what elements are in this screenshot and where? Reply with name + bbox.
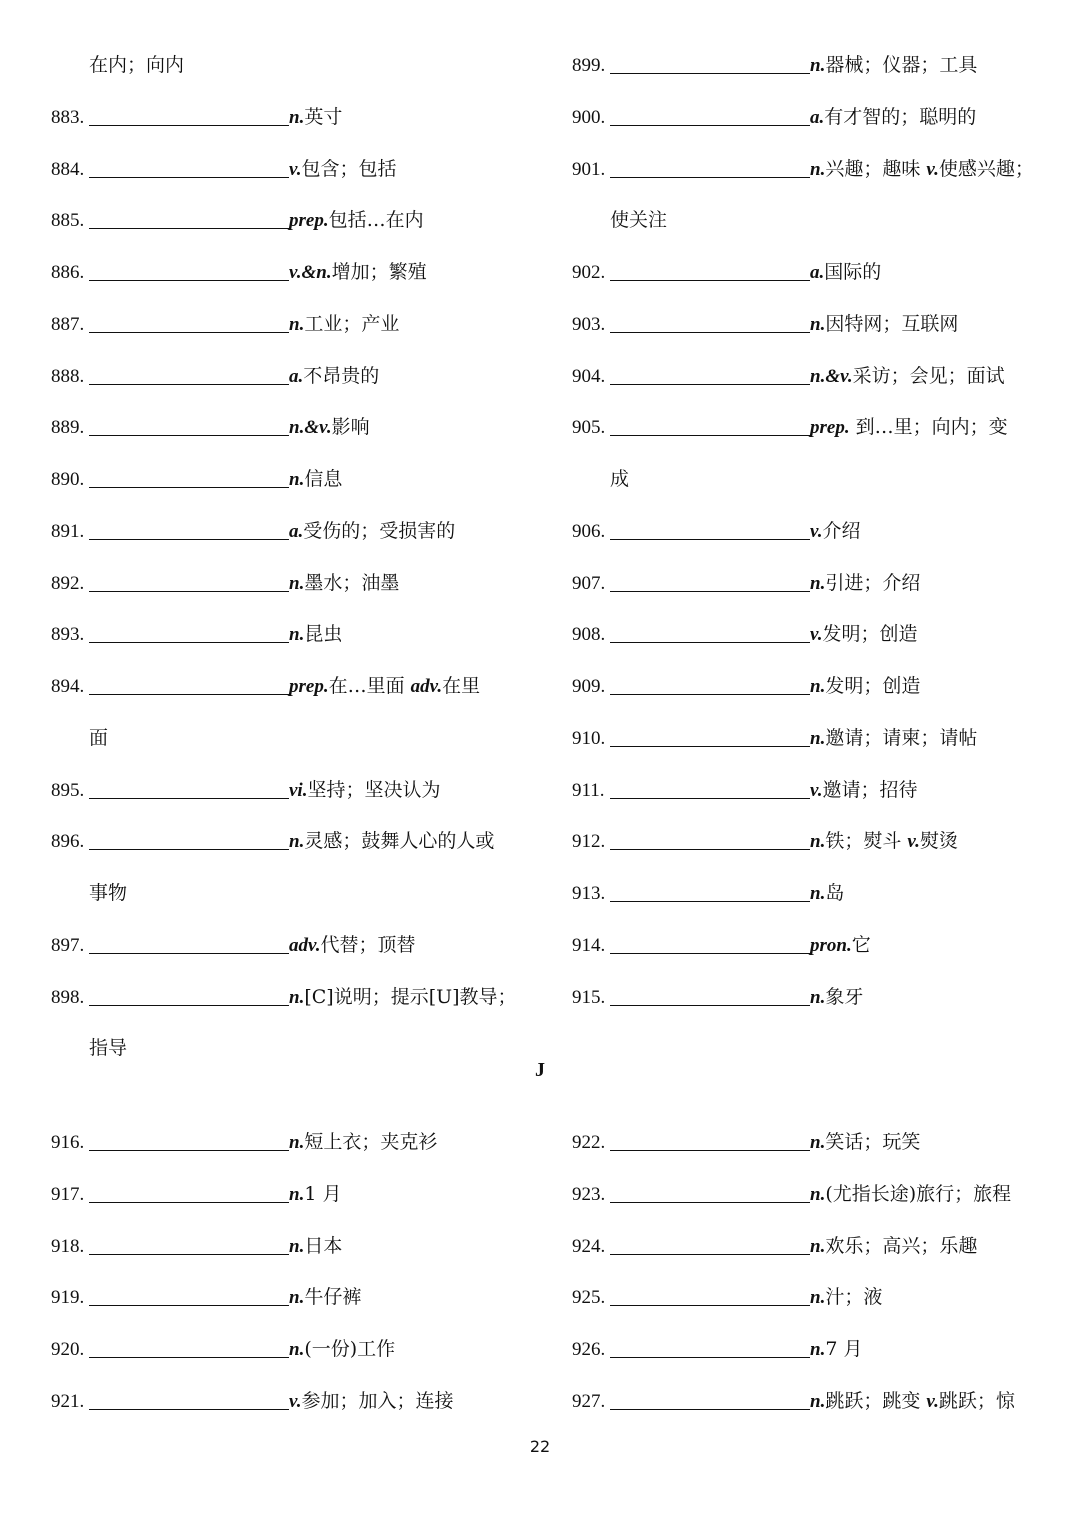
entry-number: 915. xyxy=(572,986,606,1008)
part-of-speech: v.&n. xyxy=(289,262,332,283)
answer-blank[interactable] xyxy=(89,1337,289,1358)
part-of-speech: prep. xyxy=(289,210,329,232)
part-of-speech: n. xyxy=(289,1339,305,1360)
entry-number: 885. xyxy=(51,210,85,232)
entry-number: 922. xyxy=(572,1132,606,1153)
vocab-entry xyxy=(572,309,958,339)
vocab-entry xyxy=(572,154,1034,184)
meaning-text: 参加；加入；连接 xyxy=(301,1389,454,1412)
answer-blank[interactable] xyxy=(89,260,289,281)
entry-number: 891. xyxy=(51,520,85,542)
entry-number: 894. xyxy=(51,676,85,697)
entry-number: 886. xyxy=(51,262,85,283)
meaning-text: [C]说明；提示[U]教导； xyxy=(304,985,517,1008)
meaning-text: 汁；液 xyxy=(825,1286,883,1309)
entry-number: 903. xyxy=(572,313,606,335)
part-of-speech: v. xyxy=(289,158,302,180)
vocab-entry xyxy=(572,619,918,649)
answer-blank[interactable] xyxy=(610,726,810,747)
entry-number: 909. xyxy=(572,676,606,697)
meaning-text: 熨烫 xyxy=(919,830,958,853)
answer-blank[interactable] xyxy=(610,260,810,281)
meaning-text: 有才智的；聪明的 xyxy=(824,105,977,128)
answer-blank[interactable] xyxy=(89,778,289,799)
entry-number: 910. xyxy=(572,727,606,749)
section-letter: J xyxy=(535,1059,545,1081)
answer-blank[interactable] xyxy=(610,674,810,695)
answer-blank[interactable] xyxy=(89,105,289,126)
entry-number: 927. xyxy=(572,1390,606,1412)
entry-number: 898. xyxy=(51,986,85,1008)
vocab-entry xyxy=(572,102,976,132)
entry-number: 913. xyxy=(572,883,606,904)
meaning-text: 跳跃；跳变 xyxy=(825,1389,927,1412)
answer-blank[interactable] xyxy=(89,1182,289,1203)
vocab-entry xyxy=(51,982,517,1012)
entry-number: 914. xyxy=(572,934,606,956)
vocab-entry xyxy=(572,982,863,1012)
part-of-speech: n. xyxy=(289,572,305,594)
part-of-speech: v. xyxy=(810,520,823,542)
answer-blank[interactable] xyxy=(610,881,810,902)
vocab-entry xyxy=(51,826,494,856)
entry-number: 889. xyxy=(51,417,85,439)
part-of-speech: adv. xyxy=(410,676,443,697)
meaning-text: 信息 xyxy=(304,468,343,490)
entry-number: 925. xyxy=(572,1287,606,1309)
vocab-entry xyxy=(572,1127,920,1157)
vocab-entry xyxy=(51,775,440,805)
entry-number: 888. xyxy=(51,365,85,387)
meaning-text: 象牙 xyxy=(825,985,864,1008)
entry-number: 902. xyxy=(572,262,606,283)
answer-blank[interactable] xyxy=(89,157,289,178)
meaning-continuation: 面 xyxy=(89,726,109,749)
part-of-speech: vi. xyxy=(289,779,308,801)
answer-blank[interactable] xyxy=(89,1285,289,1306)
answer-blank[interactable] xyxy=(89,1389,289,1410)
answer-blank[interactable] xyxy=(89,312,289,333)
part-of-speech: prep. xyxy=(810,417,850,439)
entry-number: 887. xyxy=(51,313,85,335)
part-of-speech: v. xyxy=(926,158,939,180)
vocab-entry xyxy=(51,102,342,132)
part-of-speech: n. xyxy=(289,313,305,335)
meaning-text: 影响 xyxy=(331,416,370,439)
entry-number: 917. xyxy=(51,1183,85,1205)
answer-blank[interactable] xyxy=(89,1130,289,1151)
vocab-entry xyxy=(51,930,416,960)
vocab-entry xyxy=(572,930,871,960)
answer-blank[interactable] xyxy=(610,364,810,385)
entry-number: 901. xyxy=(572,158,606,180)
meaning-text: (一份)工作 xyxy=(304,1338,396,1360)
meaning-text: 欢乐；高兴；乐趣 xyxy=(825,1234,978,1257)
vocab-entry xyxy=(51,568,399,598)
entry-number: 919. xyxy=(51,1287,85,1309)
meaning-text: 牛仔裤 xyxy=(304,1286,362,1309)
vocab-entry xyxy=(51,1386,454,1416)
vocab-entry xyxy=(51,464,342,494)
part-of-speech: v. xyxy=(810,779,823,801)
entry-number: 900. xyxy=(572,106,606,128)
vocab-entry xyxy=(51,257,427,287)
meaning-text: 采访；会见；面试 xyxy=(852,364,1005,387)
part-of-speech: n. xyxy=(810,572,826,594)
meaning-text: 包括…在内 xyxy=(328,209,424,232)
vocab-entry xyxy=(51,1282,361,1312)
part-of-speech: v. xyxy=(810,624,823,646)
meaning-text: 代替；顶替 xyxy=(320,933,416,956)
part-of-speech: v. xyxy=(289,1390,302,1412)
meaning-continuation: 事物 xyxy=(89,882,128,904)
meaning-text: 7 月 xyxy=(825,1338,863,1360)
part-of-speech: n.&v. xyxy=(289,417,332,439)
meaning-text: 昆虫 xyxy=(304,623,343,646)
entry-number: 926. xyxy=(572,1339,606,1360)
entry-number: 905. xyxy=(572,417,606,439)
part-of-speech: n. xyxy=(289,1235,305,1257)
answer-blank[interactable] xyxy=(610,1130,810,1151)
vocab-entry xyxy=(572,50,977,80)
meaning-text: 在里 xyxy=(442,675,481,697)
meaning-text: 包含；包括 xyxy=(301,157,397,180)
vocab-entry xyxy=(572,723,977,753)
vocab-entry xyxy=(51,1179,341,1209)
meaning-text: 受伤的；受损害的 xyxy=(303,519,456,542)
entry-number: 897. xyxy=(51,934,85,956)
answer-blank[interactable] xyxy=(610,53,810,74)
meaning-text: (尤指长途)旅行；旅程 xyxy=(825,1182,1012,1205)
part-of-speech: n. xyxy=(810,1183,826,1205)
part-of-speech: n. xyxy=(810,676,826,697)
entry-number: 890. xyxy=(51,469,85,490)
entry-number: 883. xyxy=(51,106,85,128)
entry-number: 896. xyxy=(51,831,85,853)
answer-blank[interactable] xyxy=(89,571,289,592)
meaning-continuation: 指导 xyxy=(89,1037,128,1060)
meaning-text: 邀请；招待 xyxy=(822,778,918,801)
vocab-entry xyxy=(51,1127,437,1157)
answer-blank[interactable] xyxy=(89,364,289,385)
vocab-entry xyxy=(51,361,379,391)
answer-blank[interactable] xyxy=(610,1285,810,1306)
vocab-entry xyxy=(572,1231,977,1261)
meaning-text: 兴趣；趣味 xyxy=(825,157,927,180)
entry-number: 904. xyxy=(572,365,606,387)
entry-number: 918. xyxy=(51,1235,85,1257)
vocab-entry xyxy=(572,516,861,546)
vocab-entry xyxy=(572,412,1008,442)
meaning-text: 发明；创造 xyxy=(825,675,921,697)
answer-blank[interactable] xyxy=(89,674,289,695)
meaning-text: 1 月 xyxy=(304,1182,342,1205)
part-of-speech: n. xyxy=(810,883,826,904)
meaning-text: 短上衣；夹克衫 xyxy=(304,1131,438,1153)
part-of-speech: n. xyxy=(810,313,826,335)
answer-blank[interactable] xyxy=(89,208,289,229)
answer-blank[interactable] xyxy=(610,1234,810,1255)
meaning-text: 介绍 xyxy=(822,519,861,542)
part-of-speech: n. xyxy=(810,727,826,749)
part-of-speech: n. xyxy=(810,1339,826,1360)
answer-blank[interactable] xyxy=(610,312,810,333)
part-of-speech: a. xyxy=(810,262,825,283)
vocab-entry xyxy=(572,671,920,701)
meaning-continuation: 使关注 xyxy=(610,209,668,232)
answer-blank[interactable] xyxy=(610,519,810,540)
entry-number: 908. xyxy=(572,624,606,646)
answer-blank[interactable] xyxy=(610,1389,810,1410)
meaning-text: 引进；介绍 xyxy=(825,571,921,594)
entry-number: 912. xyxy=(572,831,606,853)
meaning-text: 笑话；玩笑 xyxy=(825,1131,921,1153)
answer-blank[interactable] xyxy=(89,985,289,1006)
entry-number: 892. xyxy=(51,572,85,594)
meaning-text: 在…里面 xyxy=(328,675,411,697)
entry-number: 884. xyxy=(51,158,85,180)
page-number: 22 xyxy=(529,1437,551,1456)
entry-number: 920. xyxy=(51,1339,85,1360)
answer-blank[interactable] xyxy=(610,415,810,436)
part-of-speech: n. xyxy=(810,1390,826,1412)
answer-blank[interactable] xyxy=(89,467,289,488)
vocab-entry xyxy=(572,1179,1011,1209)
meaning-text: 到…里；向内；变 xyxy=(849,416,1008,439)
meaning-text: 不昂贵的 xyxy=(303,364,380,387)
answer-blank[interactable] xyxy=(610,985,810,1006)
part-of-speech: v. xyxy=(926,1390,939,1412)
meaning-text: 英寸 xyxy=(304,105,343,128)
answer-blank[interactable] xyxy=(89,415,289,436)
part-of-speech: n. xyxy=(289,1183,305,1205)
part-of-speech: n. xyxy=(810,1132,826,1153)
meaning-text: 岛 xyxy=(825,882,845,904)
part-of-speech: n. xyxy=(289,986,305,1008)
vocab-entry xyxy=(51,154,397,184)
vocab-entry xyxy=(51,1334,395,1364)
vocab-entry xyxy=(51,309,399,339)
vocab-entry xyxy=(572,775,918,805)
part-of-speech: n. xyxy=(810,55,826,76)
vocab-entry xyxy=(51,412,370,442)
part-of-speech: n. xyxy=(289,624,305,646)
vocab-entry xyxy=(572,826,958,856)
meaning-continuation: 在内；向内 xyxy=(89,54,185,76)
part-of-speech: v. xyxy=(907,831,920,853)
vocab-entry xyxy=(51,619,342,649)
part-of-speech: n.&v. xyxy=(810,365,853,387)
entry-number: 921. xyxy=(51,1390,85,1412)
entry-number: 911. xyxy=(572,779,605,801)
part-of-speech: n. xyxy=(810,986,826,1008)
vocab-entry xyxy=(51,1231,342,1261)
answer-blank[interactable] xyxy=(610,778,810,799)
meaning-text: 墨水；油墨 xyxy=(304,571,400,594)
meaning-text: 跳跃；惊 xyxy=(938,1389,1015,1412)
vocab-entry xyxy=(51,516,455,546)
answer-blank[interactable] xyxy=(610,105,810,126)
entry-number: 899. xyxy=(572,55,606,76)
part-of-speech: n. xyxy=(810,1287,826,1309)
meaning-continuation: 成 xyxy=(610,468,630,490)
entry-number: 906. xyxy=(572,520,606,542)
entry-number: 923. xyxy=(572,1183,606,1205)
part-of-speech: a. xyxy=(289,365,304,387)
part-of-speech: a. xyxy=(289,520,304,542)
vocab-entry xyxy=(572,568,920,598)
entry-number: 895. xyxy=(51,779,85,801)
vocab-entry xyxy=(572,361,1005,391)
part-of-speech: n. xyxy=(289,106,305,128)
meaning-text: 使感兴趣； xyxy=(938,157,1034,180)
entry-number: 907. xyxy=(572,572,606,594)
part-of-speech: n. xyxy=(289,831,305,853)
vocab-entry xyxy=(51,205,424,235)
answer-blank[interactable] xyxy=(610,829,810,850)
meaning-text: 灵感；鼓舞人心的人或 xyxy=(304,830,495,853)
part-of-speech: n. xyxy=(810,158,826,180)
meaning-text: 邀请；请柬；请帖 xyxy=(825,726,978,749)
meaning-text: 它 xyxy=(851,933,871,956)
answer-blank[interactable] xyxy=(610,571,810,592)
vocab-entry xyxy=(572,1386,1015,1416)
part-of-speech: n. xyxy=(810,831,826,853)
meaning-text: 发明；创造 xyxy=(822,623,918,646)
entry-number: 924. xyxy=(572,1235,606,1257)
part-of-speech: n. xyxy=(289,1132,305,1153)
vocab-entry xyxy=(572,1282,882,1312)
answer-blank[interactable] xyxy=(89,622,289,643)
part-of-speech: n. xyxy=(810,1235,826,1257)
vocab-entry xyxy=(51,671,480,701)
vocab-entry xyxy=(572,257,881,287)
vocab-entry xyxy=(572,878,844,908)
entry-number: 893. xyxy=(51,624,85,646)
answer-blank[interactable] xyxy=(89,829,289,850)
meaning-text: 日本 xyxy=(304,1234,343,1257)
meaning-text: 坚持；坚决认为 xyxy=(307,778,441,801)
answer-blank[interactable] xyxy=(610,157,810,178)
part-of-speech: prep. xyxy=(289,676,329,697)
part-of-speech: n. xyxy=(289,469,305,490)
meaning-text: 因特网；互联网 xyxy=(825,312,959,335)
meaning-text: 国际的 xyxy=(824,261,882,283)
part-of-speech: n. xyxy=(289,1287,305,1309)
answer-blank[interactable] xyxy=(89,933,289,954)
answer-blank[interactable] xyxy=(610,622,810,643)
answer-blank[interactable] xyxy=(610,933,810,954)
part-of-speech: adv. xyxy=(289,934,321,956)
entry-number: 916. xyxy=(51,1132,85,1153)
answer-blank[interactable] xyxy=(89,1234,289,1255)
meaning-text: 铁；熨斗 xyxy=(825,830,908,853)
meaning-text: 器械；仪器；工具 xyxy=(825,54,978,76)
meaning-text: 工业；产业 xyxy=(304,312,400,335)
answer-blank[interactable] xyxy=(610,1182,810,1203)
part-of-speech: a. xyxy=(810,106,825,128)
vocab-entry xyxy=(572,1334,862,1364)
meaning-text: 增加；繁殖 xyxy=(331,261,427,283)
answer-blank[interactable] xyxy=(610,1337,810,1358)
answer-blank[interactable] xyxy=(89,519,289,540)
part-of-speech: pron. xyxy=(810,934,852,956)
